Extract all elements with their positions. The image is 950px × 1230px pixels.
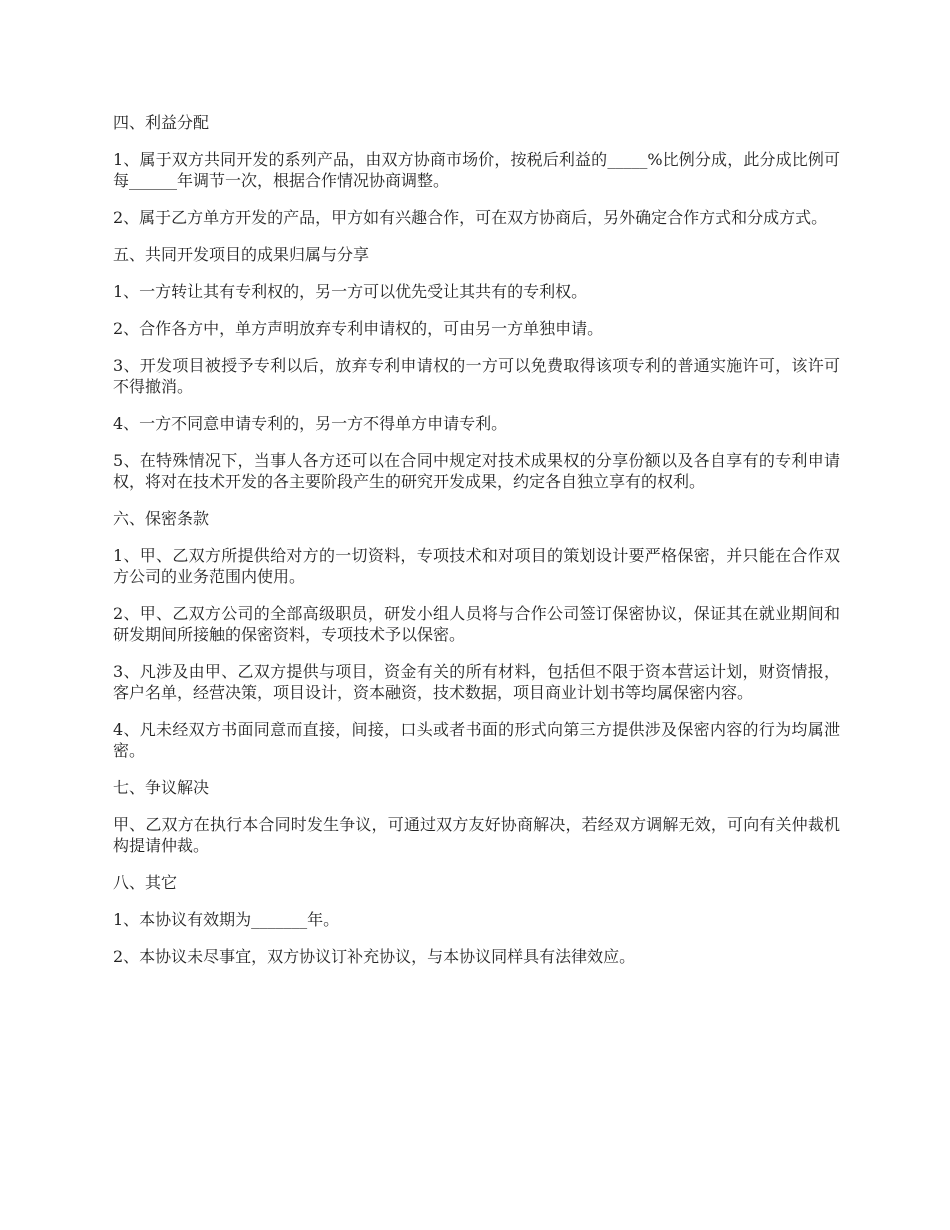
paragraph: 2、合作各方中，单方声明放弃专利申请权的，可由另一方单独申请。 (113, 319, 604, 338)
paragraph: 1、本协议有效期为_______年。 (113, 910, 340, 929)
paragraph: 3、凡涉及由甲、乙双方提供与项目，资金有关的所有材料，包括但不限于资本营运计划，财资情报，客户名单，经营决策，项目设计，资本融资，技术数据，项目商业计划书等均属保密内容。 (113, 662, 840, 702)
paragraph: 2、本协议未尽事宜，双方协议订补充协议，与本协议同样具有法律效应。 (113, 947, 636, 966)
paragraph: 2、属于乙方单方开发的产品，甲方如有兴趣合作，可在双方协商后，另外确定合作方式和分成方式。 (113, 208, 828, 227)
section-heading-results-ownership: 五、共同开发项目的成果归属与分享 (113, 245, 370, 264)
section-heading-other: 八、其它 (113, 873, 178, 892)
paragraph: 4、凡未经双方书面同意而直接，间接，口头或者书面的形式向第三方提供涉及保密内容的行为均属泄密。 (113, 720, 840, 760)
section-heading-profit-distribution: 四、利益分配 (113, 113, 210, 132)
paragraph: 2、甲、乙双方公司的全部高级职员，研发小组人员将与合作公司签订保密协议，保证其在就业期间和研发期间所接触的保密资料，专项技术予以保密。 (113, 604, 840, 644)
paragraph: 1、甲、乙双方所提供给对方的一切资料，专项技术和对项目的策划设计要严格保密，并只能在合作双方公司的业务范围内使用。 (113, 546, 840, 586)
section-heading-dispute-resolution: 七、争议解决 (113, 778, 210, 797)
paragraph: 1、一方转让其有专利权的，另一方可以优先受让其共有的专利权。 (113, 282, 588, 301)
section-heading-confidentiality: 六、保密条款 (113, 509, 210, 528)
paragraph: 5、在特殊情况下，当事人各方还可以在合同中规定对技术成果权的分享份额以及各自享有的专利申请权，将对在技术开发的各主要阶段产生的研究开发成果，约定各自独立享有的权利。 (113, 451, 840, 491)
paragraph: 甲、乙双方在执行本合同时发生争议，可通过双方友好协商解决，若经双方调解无效，可向有关仲裁机构提请仲裁。 (113, 815, 840, 855)
paragraph: 1、属于双方共同开发的系列产品，由双方协商市场价，按税后利益的_____%比例分成，此分成比例可每______年调节一次，根据合作情况协商调整。 (113, 150, 840, 190)
paragraph: 4、一方不同意申请专利的，另一方不得单方申请专利。 (113, 414, 508, 433)
paragraph: 3、开发项目被授予专利以后，放弃专利申请权的一方可以免费取得该项专利的普通实施许可，该许可不得撤消。 (113, 356, 840, 396)
document-body (113, 112, 840, 983)
